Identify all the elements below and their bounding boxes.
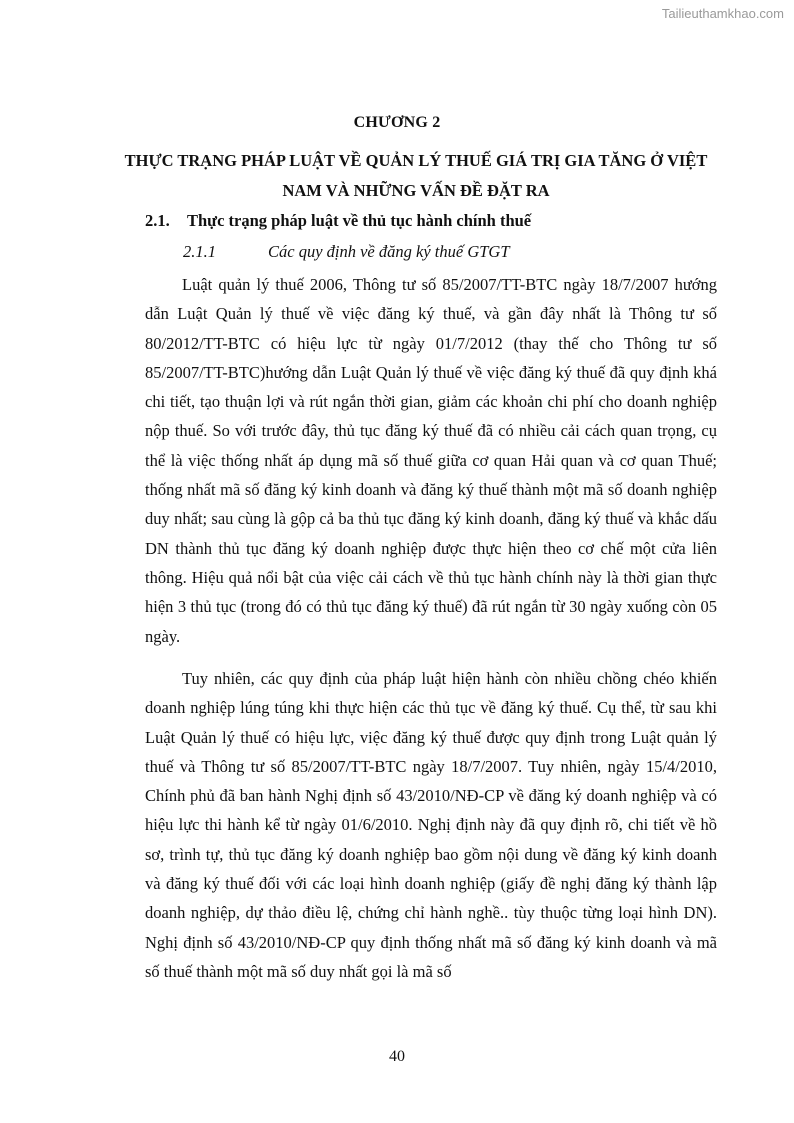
section-heading [145, 211, 531, 231]
body-paragraph: Tuy nhiên, các quy định của pháp luật hiện hành còn nhiều chồng chéo khiến doanh nghiệp lúng túng khi thực hiện các thủ tục về đăng ký thuế. Cụ thể, từ sau khi Luật Quản lý thuế có hiệu lực, việc đăng ký thuế được quy định trong Luật quản lý thuế và Thông tư số 85/2007/TT-BTC ngày 18/7/2007. Tuy nhiên, ngày 15/4/2010, Chính phủ đã ban hành Nghị định số 43/2010/NĐ-CP về đăng ký doanh nghiệp và có hiệu lực thi hành kể từ ngày 01/6/2010. Nghị định này đã quy định rõ, chi tiết về hồ sơ, trình tự, thủ tục đăng ký doanh nghiệp bao gồm nội dung về đăng ký kinh doanh và đăng ký thuế đối với các loại hình doanh nghiệp (giấy đề nghị đăng ký thành lập doanh nghiệp, dự thảo điều lệ, chứng chỉ hành nghề.. tùy thuộc từng loại hình DN). Nghị định số 43/2010/NĐ-CP quy định thống nhất mã số đăng ký kinh doanh và mã số thuế thành một mã số duy nhất gọi là mã số [145, 669, 717, 981]
section-number: 2.1. [145, 211, 170, 230]
chapter-heading: CHƯƠNG 2 [353, 114, 441, 131]
chapter-title: THỰC TRẠNG PHÁP LUẬT VỀ QUẢN LÝ THUẾ GIÁ TRỊ GIA TĂNG Ở VIỆT NAM VÀ NHỮNG VẤN ĐỀ ĐẶT RA [124, 151, 708, 200]
body-paragraph: Luật quản lý thuế 2006, Thông tư số 85/2007/TT-BTC ngày 18/7/2007 hướng dẫn Luật Quản lý thuế về việc đăng ký thuế, và gần đây nhất là Thông tư số 80/2012/TT-BTC có hiệu lực từ ngày 01/7/2012 (thay thế cho Thông tư số 85/2007/TT-BTC)hướng dẫn Luật Quản lý thuế về việc đăng ký thuế đã quy định khá chi tiết, tạo thuận lợi và rút ngắn thời gian, giảm các khoản chi phí cho doanh nghiệp nộp thuế. So với trước đây, thủ tục đăng ký thuế đã có nhiều cải cách quan trọng, cụ thể là việc thống nhất áp dụng mã số thuế giữa cơ quan Hải quan và cơ quan Thuế; thống nhất mã số đăng ký kinh doanh và đăng ký thuế thành một mã số doanh nghiệp duy nhất; sau cùng là gộp cả ba thủ tục đăng ký kinh doanh, đăng ký thuế và khắc dấu DN thành thủ tục đăng ký doanh nghiệp được thực hiện theo cơ chế một cửa liên thông. Hiệu quả nổi bật của việc cải cách về thủ tục hành chính này là thời gian thực hiện 3 thủ tục (trong đó có thủ tục đăng ký thuế) đã rút ngắn từ 30 ngày xuống còn 05 ngày. [145, 275, 717, 646]
subsection-title: Các quy định về đăng ký thuế GTGT [268, 242, 510, 261]
watermark: Tailieuthamkhao.com [661, 6, 784, 21]
subsection-heading [183, 242, 510, 262]
subsection-number: 2.1.1 [183, 242, 216, 261]
page-number: 40 [389, 1048, 405, 1065]
section-title: Thực trạng pháp luật về thủ tục hành chính thuế [187, 211, 532, 230]
